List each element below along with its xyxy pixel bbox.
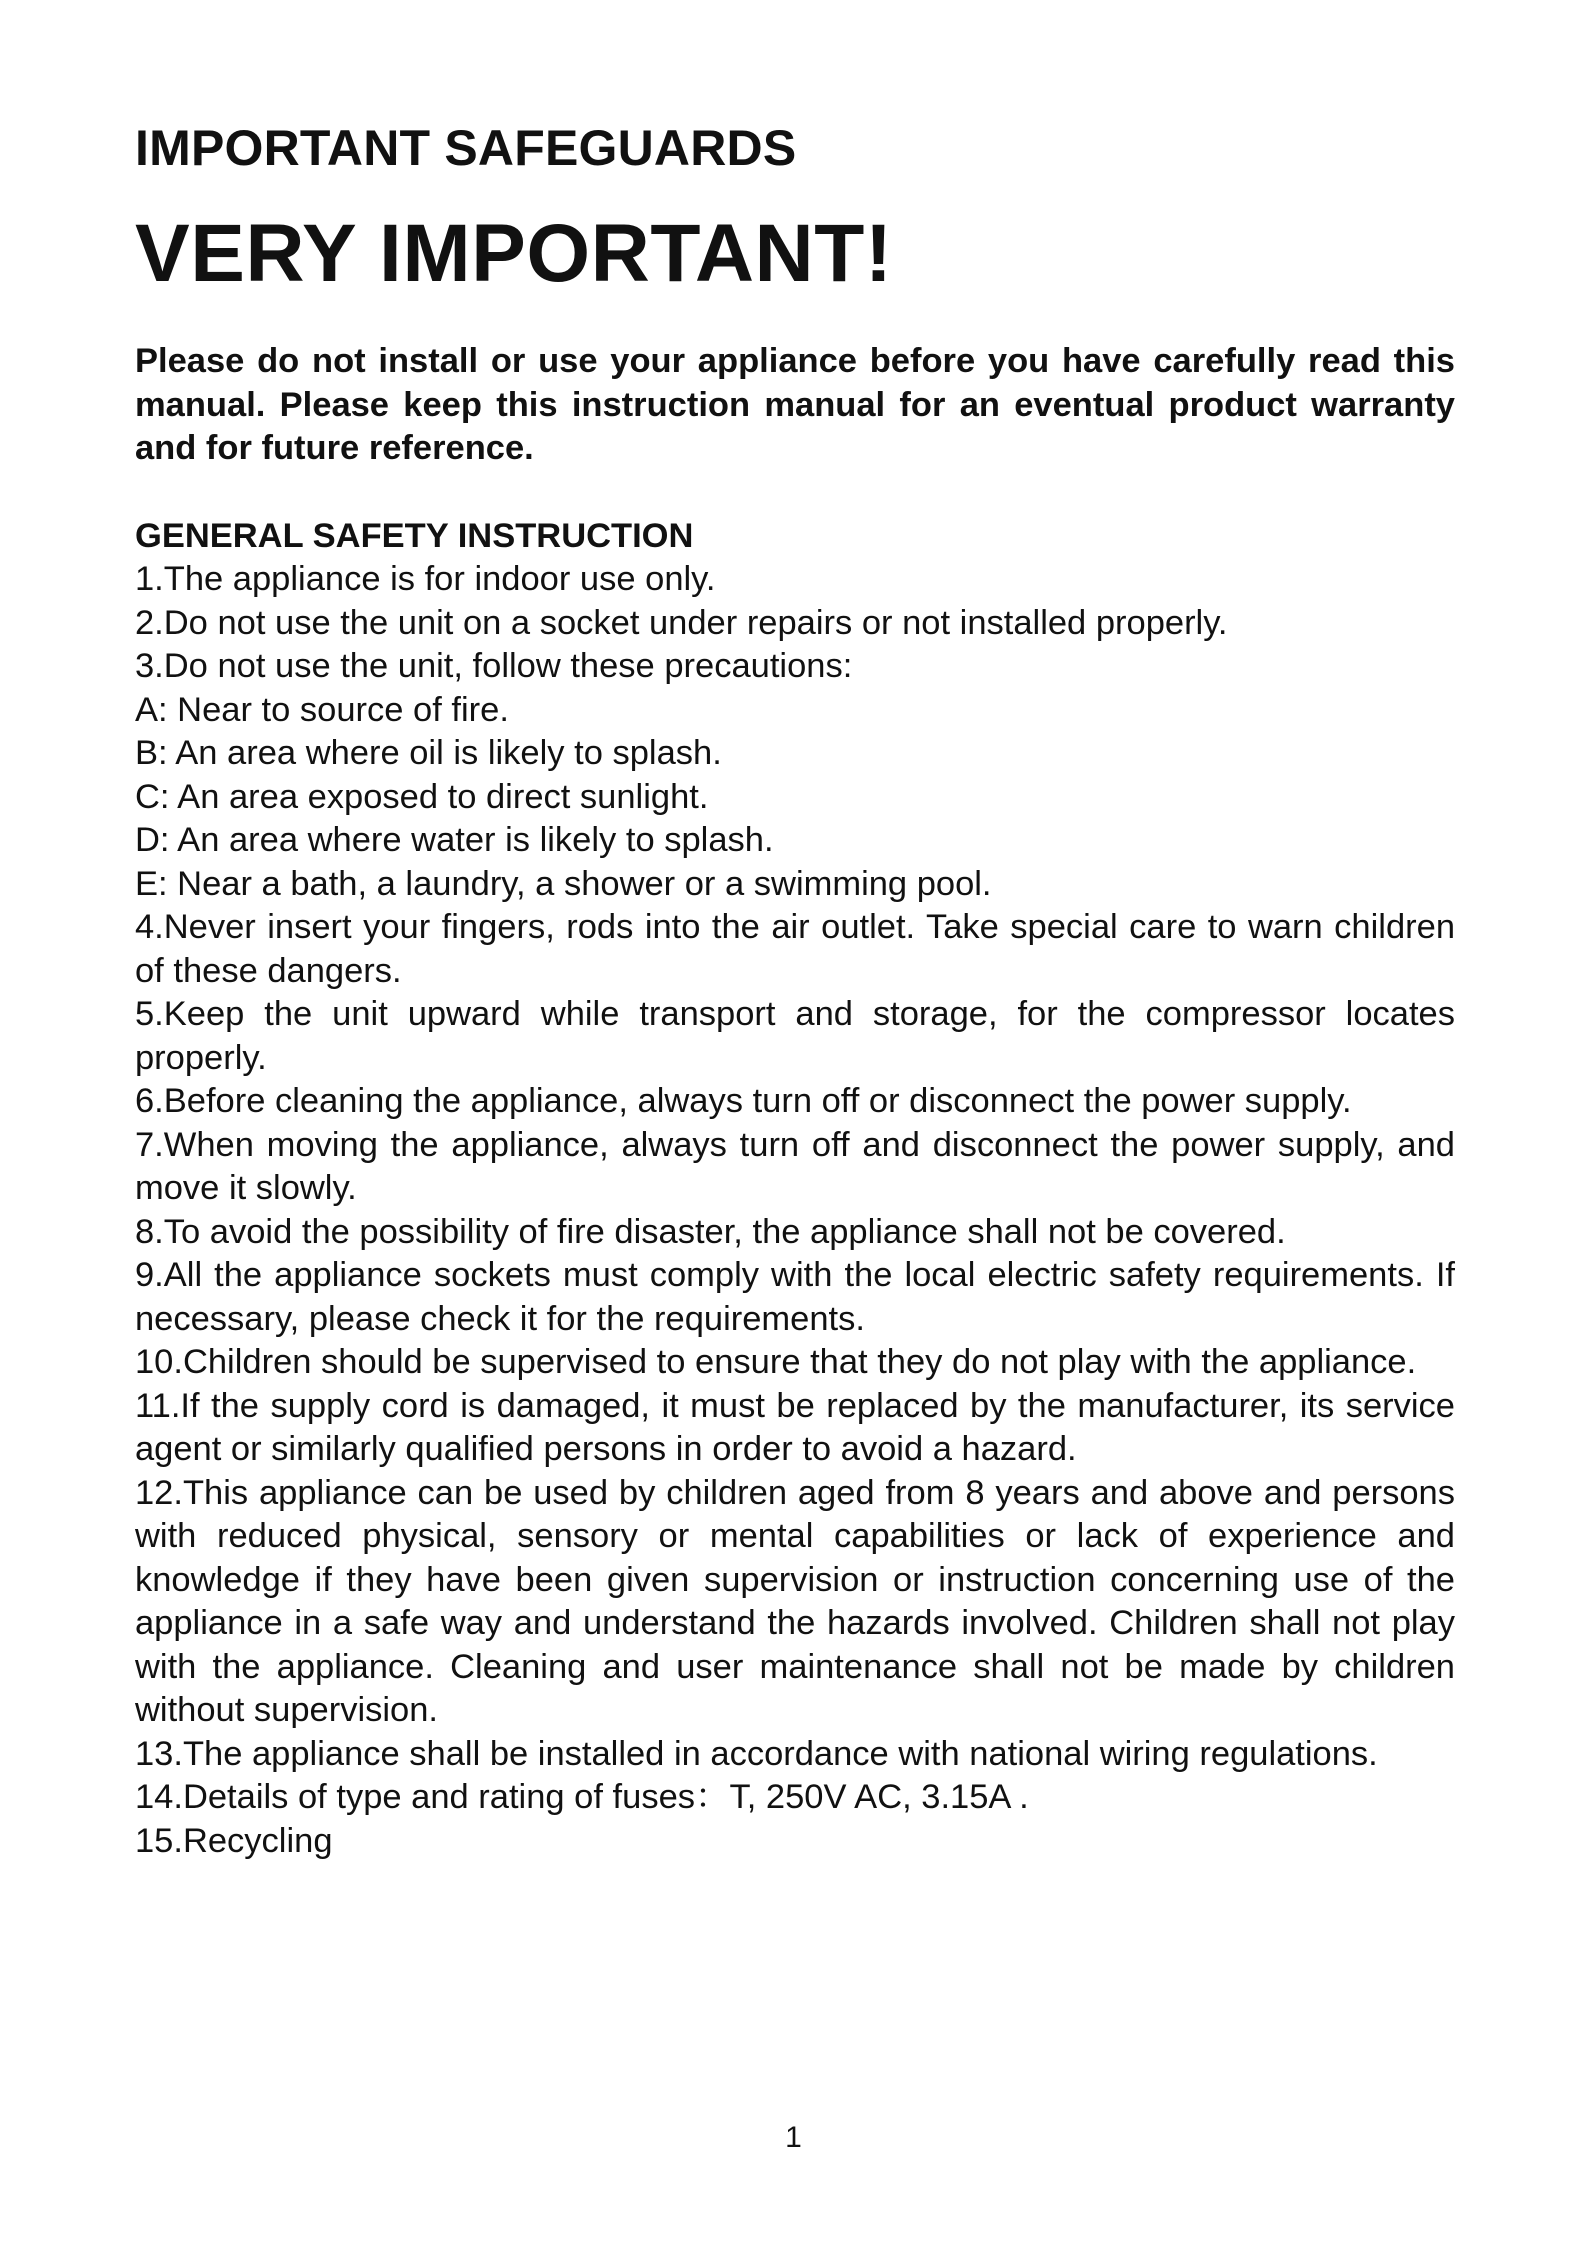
list-item: 1.The appliance is for indoor use only. — [135, 560, 716, 598]
list-item: D: An area where water is likely to splash. — [135, 821, 774, 859]
page-number: 1 — [785, 2121, 802, 2154]
list-item: 4.Never insert your fingers, rods into the air outlet. Take special care to warn children of these dangers. — [135, 908, 1455, 990]
intro-paragraph: Please do not install or use your appliance before you have carefully read this manual. Please keep this instruction manual for an eventual product warranty and for future reference. — [135, 342, 1455, 467]
list-item: 10.Children should be supervised to ensure that they do not play with the appliance. — [135, 1343, 1417, 1381]
safety-instruction-list — [135, 558, 1455, 1863]
section-title: GENERAL SAFETY INSTRUCTION — [135, 516, 694, 555]
list-item: 6.Before cleaning the appliance, always turn off or disconnect the power supply. — [135, 1082, 1352, 1120]
list-item: E: Near a bath, a laundry, a shower or a swimming pool. — [135, 864, 992, 903]
page-title: IMPORTANT SAFEGUARDS — [135, 120, 797, 176]
list-item: 13.The appliance shall be installed in accordance with national wiring regulations. — [135, 1734, 1378, 1773]
list-item: C: An area exposed to direct sunlight. — [135, 777, 709, 816]
list-item: 2.Do not use the unit on a socket under repairs or not installed properly. — [135, 603, 1228, 642]
list-item: 14.Details of type and rating of fuses：T, 250V AC, 3.15A . — [135, 1778, 1029, 1816]
list-item: 15.Recycling — [135, 1821, 333, 1860]
list-item: B: An area where oil is likely to splash. — [135, 734, 722, 772]
warning-heading: VERY IMPORTANT! — [135, 208, 893, 299]
list-item: 8.To avoid the possibility of fire disaster, the appliance shall not be covered. — [135, 1212, 1286, 1251]
list-item: 12.This appliance can be used by children aged from 8 years and above and persons with reduced physical, sensory or mental capabilities or lack of experience and knowledge if they have been given supervision or instruction concerning use of the appliance in a safe way and understand the hazards involved. Children shall not play with the appliance. Cleaning and user maintenance shall not be made by children without supervision. — [135, 1473, 1455, 1729]
list-item: 11.If the supply cord is damaged, it must be replaced by the manufacturer, its service agent or similarly qualified persons in order to avoid a hazard. — [135, 1386, 1455, 1468]
manual-page — [135, 118, 1455, 1863]
list-item: 3.Do not use the unit, follow these precautions: — [135, 647, 853, 685]
list-item: A: Near to source of fire. — [135, 690, 509, 729]
list-item: 7.When moving the appliance, always turn off and disconnect the power supply, and move it slowly. — [135, 1125, 1455, 1207]
list-item: 5.Keep the unit upward while transport and storage, for the compressor locates properly. — [135, 995, 1455, 1077]
list-item: 9.All the appliance sockets must comply with the local electric safety requirements. If necessary, please check it for the requirements. — [135, 1256, 1455, 1338]
